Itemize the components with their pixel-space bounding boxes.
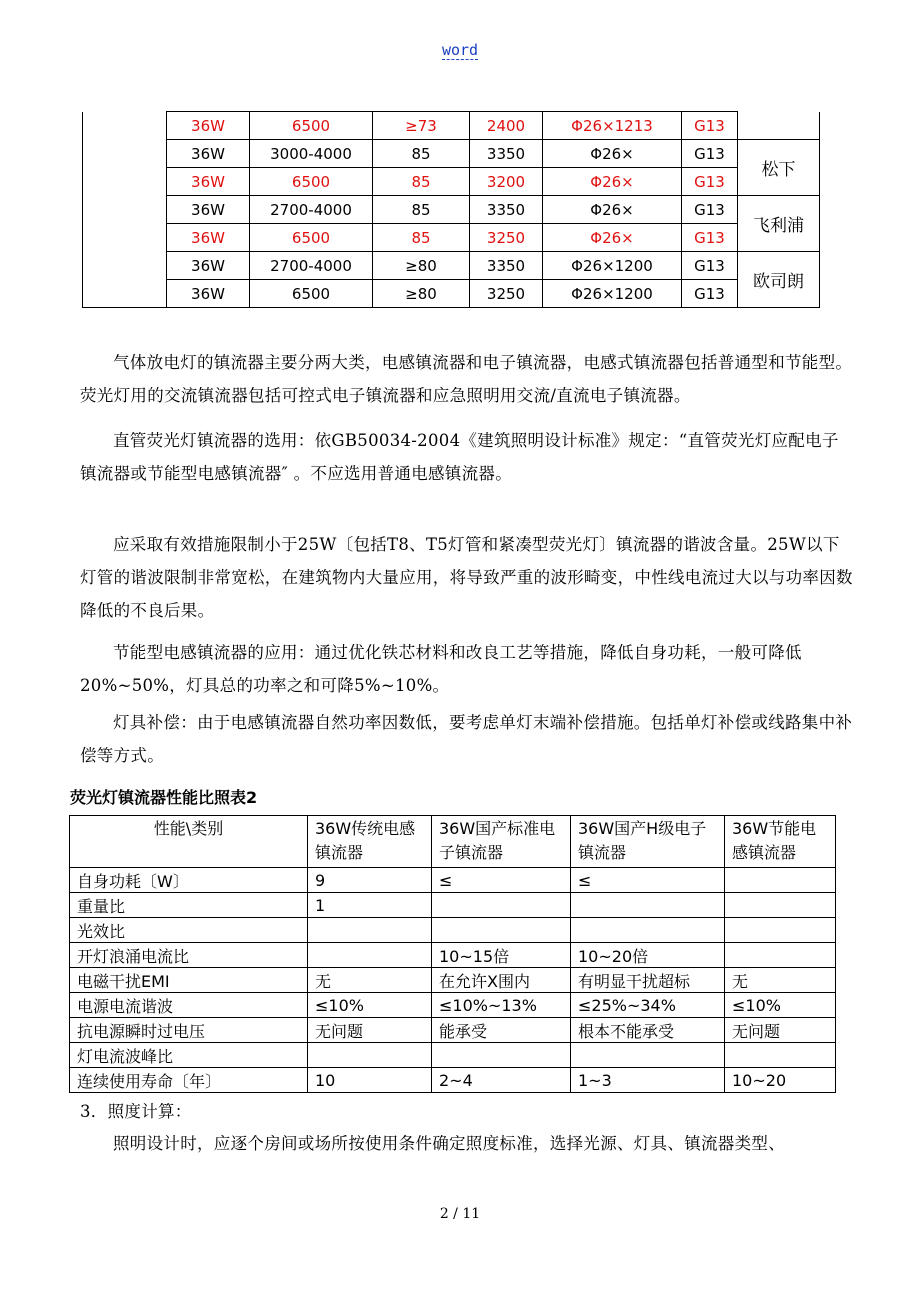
ballast-comparison-table xyxy=(69,815,836,1093)
paragraph: 灯具补偿：由于电感镇流器自然功率因数低，要考虑单灯末端补偿措施。包括单灯补偿或线路集中补偿等方式。 xyxy=(80,713,853,765)
table-row: 重量比 1 xyxy=(70,893,836,918)
paragraph: 节能型电感镇流器的应用：通过优化铁芯材料和改良工艺等措施，降低自身功耗，一般可降低20%~50%，灯具总的功率之和可降5%~10%。 xyxy=(80,643,802,695)
table-row: 电磁干扰EMI 无 在允许X围内 有明显干扰超标 无 xyxy=(70,968,836,993)
section-heading: 3．照度计算： xyxy=(80,1102,192,1121)
table-row: 电源电流谐波 ≤10% ≤10%~13% ≤25%~34% ≤10% xyxy=(70,993,836,1018)
table-row: 连续使用寿命〔年〕 10 2~4 1~3 10~20 xyxy=(70,1068,836,1093)
table-row: 36W 2700-4000 ≥80 3350 Φ26×1200 G13 欧司朗 xyxy=(83,252,820,280)
table-row: 36W 3000-4000 85 3350 Φ26× G13 松下 xyxy=(83,140,820,168)
brand-cell: 飞利浦 xyxy=(738,196,820,252)
table-header-row: 性能\类别 36W传统电感镇流器 36W国产标准电子镇流器 36W国产H级电子镇流器 36W节能电感镇流器 xyxy=(70,816,836,868)
table-caption: 荧光灯镇流器性能比照表2 xyxy=(70,788,258,807)
page-header xyxy=(0,40,920,59)
page-number: 2 / 11 xyxy=(439,1206,481,1222)
table-row: 自身功耗〔W〕 9 ≤ ≤ xyxy=(70,868,836,893)
table-row: 光效比 xyxy=(70,918,836,943)
table-row: 36W 6500 ≥73 2400 Φ26×1213 G13 xyxy=(83,112,820,140)
lamp-spec-table xyxy=(82,111,820,308)
table-row: 抗电源瞬时过电压 无问题 能承受 根本不能承受 无问题 xyxy=(70,1018,836,1043)
table-row: 36W 2700-4000 85 3350 Φ26× G13 飞利浦 xyxy=(83,196,820,224)
table-row: 开灯浪涌电流比 10~15倍 10~20倍 xyxy=(70,943,836,968)
table-row: 灯电流波峰比 xyxy=(70,1043,836,1068)
brand-cell: 欧司朗 xyxy=(738,252,820,308)
table-row: 36W 6500 85 3250 Φ26× G13 xyxy=(83,224,820,252)
header-link[interactable]: word xyxy=(441,41,479,59)
merged-category-cell xyxy=(83,112,167,308)
brand-cell: 松下 xyxy=(738,140,820,196)
paragraph: 直管荧光灯镇流器的选用：依GB50034-2004《建筑照明设计标准》规定：“直管荧光灯应配电子镇流器或节能型电感镇流器″ 。不应选用普通电感镇流器。 xyxy=(80,431,839,483)
table-row: 36W 6500 85 3200 Φ26× G13 xyxy=(83,168,820,196)
table-row: 36W 6500 ≥80 3250 Φ26×1200 G13 xyxy=(83,280,820,308)
paragraph: 应采取有效措施限制小于25W〔包括T8、T5灯管和紧凑型荧光灯〕镇流器的谐波含量。25W以下灯管的谐波限制非常宽松，在建筑物内大量应用，将导致严重的波形畸变，中性线电流过大以与功率因数降低的不良后果。 xyxy=(80,535,853,620)
paragraph: 气体放电灯的镇流器主要分两大类，电感镇流器和电子镇流器，电感式镇流器包括普通型和节能型。荧光灯用的交流镇流器包括可控式电子镇流器和应急照明用交流/直流电子镇流器。 xyxy=(80,353,853,405)
paragraph: 照明设计时，应逐个房间或场所按使用条件确定照度标准，选择光源、灯具、镇流器类型、 xyxy=(113,1134,785,1153)
brand-cell-empty xyxy=(738,112,820,140)
